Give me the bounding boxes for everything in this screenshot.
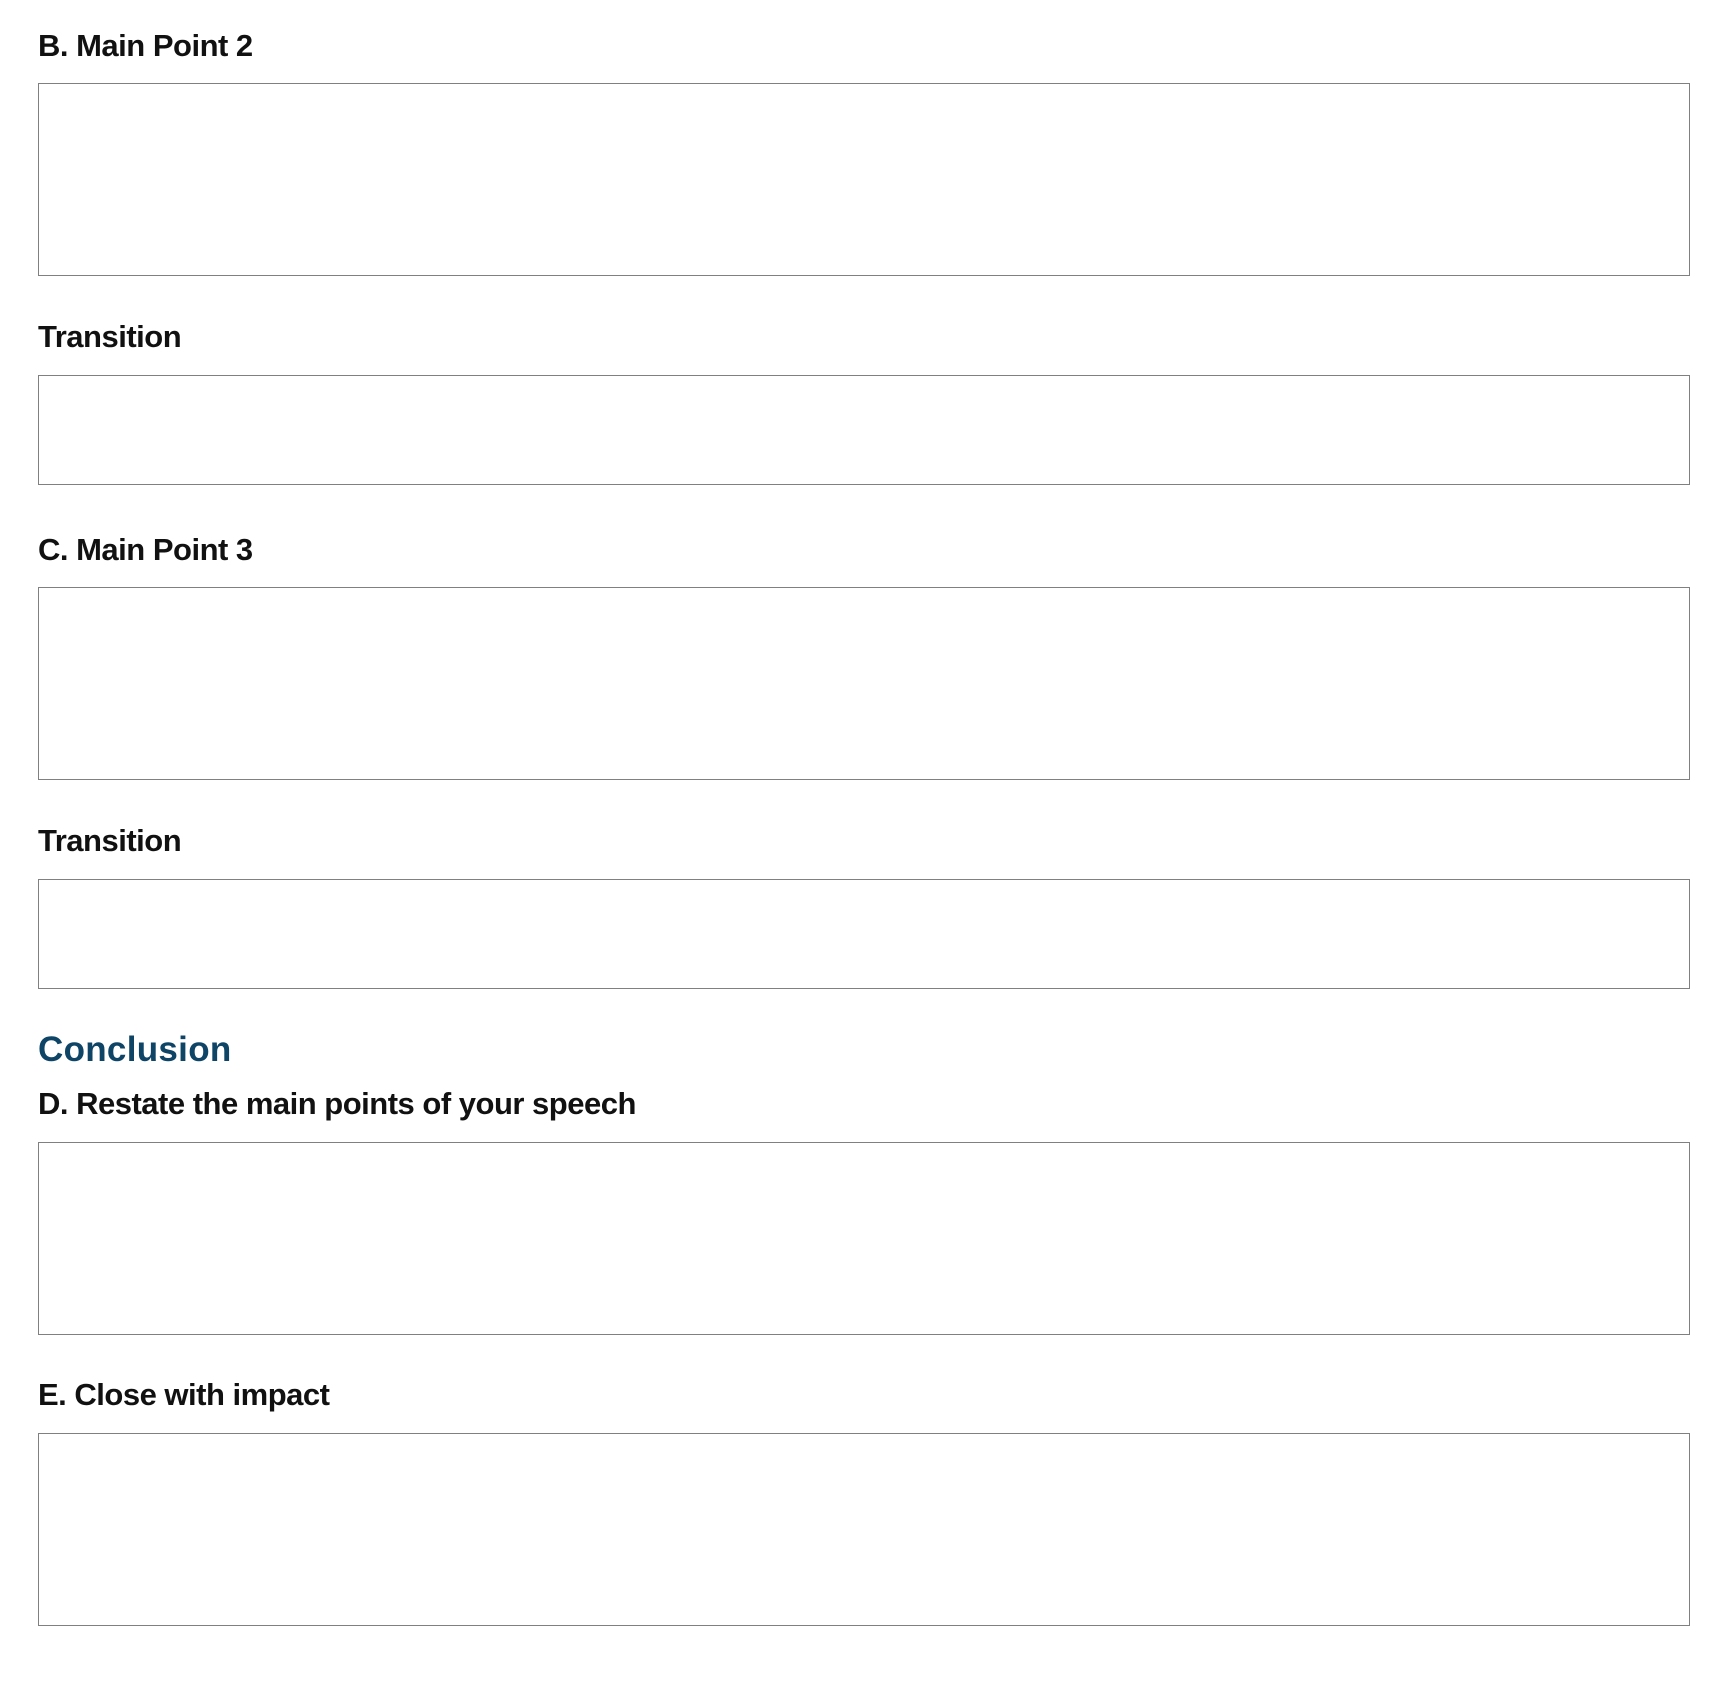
conclusion-heading: Conclusion — [38, 1030, 232, 1069]
close-with-impact-label: E. Close with impact — [38, 1377, 330, 1412]
transition-1-input[interactable] — [38, 375, 1690, 485]
transition-1-label: Transition — [38, 319, 182, 354]
close-with-impact-input[interactable] — [38, 1433, 1690, 1626]
main-point-3-input[interactable] — [38, 587, 1690, 780]
transition-2-input[interactable] — [38, 879, 1690, 989]
main-point-2-label: B. Main Point 2 — [38, 28, 253, 63]
restate-main-points-label: D. Restate the main points of your speech — [38, 1086, 636, 1121]
transition-2-label: Transition — [38, 823, 182, 858]
main-point-3-label: C. Main Point 3 — [38, 532, 253, 567]
main-point-2-input[interactable] — [38, 83, 1690, 276]
restate-main-points-input[interactable] — [38, 1142, 1690, 1335]
